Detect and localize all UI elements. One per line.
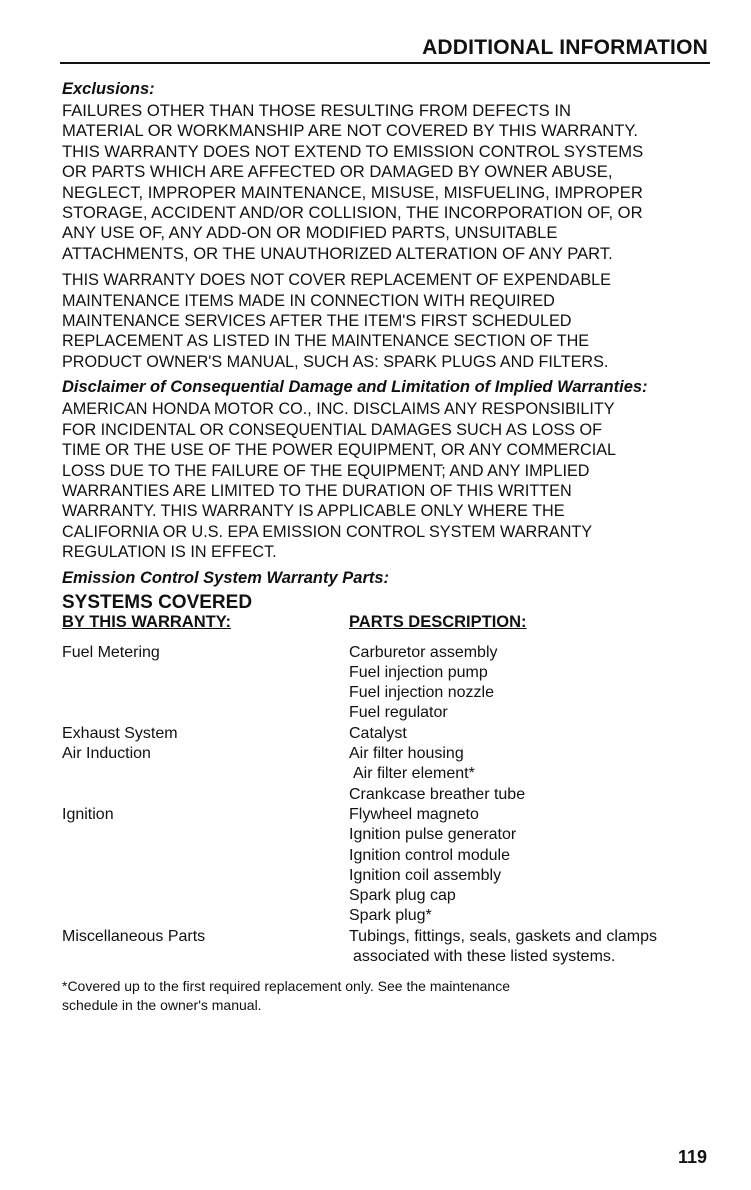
parts-list [349, 805, 712, 927]
part-item: Spark plug cap [349, 887, 456, 905]
part-item: Air filter element* [353, 765, 475, 783]
systems-covered-heading: SYSTEMS COVERED [62, 591, 253, 613]
footnote: *Covered up to the first required replacement only. See the maintenance schedule in the owner's manual. [62, 978, 510, 1014]
part-item: Carburetor assembly [349, 643, 498, 661]
exclusions-heading: Exclusions: [62, 80, 155, 98]
part-item: Fuel regulator [349, 704, 448, 722]
disclaimer-paragraph: AMERICAN HONDA MOTOR CO., INC. DISCLAIMS ANY RESPONSIBILITY FOR INCIDENTAL OR CONSEQUENTIAL DAMAGES SUCH AS LOSS OF TIME OR THE USE OF THE POWER EQUIPMENT, OR ANY COMMERCIAL LOSS DUE TO THE FAILURE OF THE EQUIPMENT; AND ANY IMPLIED WARRANTIES ARE LIMITED TO THE DURATION OF THIS WRITTEN WARRANTY. THIS WARRANTY IS APPLICABLE ONLY WHERE THE CALIFORNIA OR U.S. EPA EMISSION CONTROL SYSTEM WARRANTY REGULATION IS IN EFFECT. [62, 400, 617, 562]
parts-section-heading: Emission Control System Warranty Parts: [62, 568, 390, 587]
system-name: Miscellaneous Parts [62, 927, 206, 945]
part-item: Crankcase breather tube [349, 785, 526, 803]
parts-list [349, 744, 712, 805]
exclusions-paragraph-2: THIS WARRANTY DOES NOT COVER REPLACEMENT OF EXPENDABLE MAINTENANCE ITEMS MADE IN CONNECTION WITH REQUIRED MAINTENANCE SERVICES AFTER THE ITEM'S FIRST SCHEDULED REPLACEMENT AS LISTED IN THE MAINTENANCE SECTION OF THE PRODUCT OWNER'S MANUAL, SUCH AS: SPARK PLUGS AND FILTERS. [62, 271, 611, 371]
column-header-parts: PARTS DESCRIPTION: [349, 612, 527, 631]
part-item: Catalyst [349, 724, 407, 742]
part-item: associated with these listed systems. [353, 947, 616, 965]
part-item: Spark plug* [349, 907, 432, 925]
system-name: Ignition [62, 805, 114, 823]
part-item: Air filter housing [349, 745, 464, 763]
parts-list [349, 927, 712, 968]
page-section-title: ADDITIONAL INFORMATION [422, 36, 708, 59]
parts-table [62, 643, 712, 968]
page-number: 119 [677, 1147, 707, 1167]
table-row [62, 805, 712, 927]
table-row [62, 744, 712, 805]
part-item: Fuel injection pump [349, 663, 488, 681]
part-item: Ignition coil assembly [349, 866, 502, 884]
table-row [62, 643, 712, 724]
part-item: Fuel injection nozzle [349, 684, 494, 702]
parts-table-header [62, 613, 712, 635]
exclusions-paragraph-1: FAILURES OTHER THAN THOSE RESULTING FROM DEFECTS IN MATERIAL OR WORKMANSHIP ARE NOT COVERED BY THIS WARRANTY. THIS WARRANTY DOES NOT EXTEND TO EMISSION CONTROL SYSTEMS OR PARTS WHICH ARE AFFECTED OR DAMAGED BY OWNER ABUSE, NEGLECT, IMPROPER MAINTENANCE, MISUSE, MISFUELING, IMPROPER STORAGE, ACCIDENT AND/OR COLLISION, THE INCORPORATION OF, OR ANY USE OF, ANY ADD-ON OR MODIFIED PARTS, UNSUITABLE ATTACHMENTS, OR THE UNAUTHORIZED ALTERATION OF ANY PART. [62, 101, 644, 263]
table-row [62, 724, 712, 744]
part-item: Ignition pulse generator [349, 826, 517, 844]
disclaimer-heading: Disclaimer of Consequential Damage and Limitation of Implied Warranties: [62, 378, 648, 397]
column-header-systems: BY THIS WARRANTY: [62, 612, 231, 631]
header-divider [60, 62, 710, 64]
page-body [62, 80, 712, 1015]
parts-list [349, 643, 712, 724]
system-name: Fuel Metering [62, 643, 160, 661]
system-name: Air Induction [62, 745, 151, 763]
parts-list [349, 724, 712, 744]
part-item: Ignition control module [349, 846, 510, 864]
part-item: Tubings, fittings, seals, gaskets and clamps [349, 927, 657, 945]
table-row [62, 927, 712, 968]
system-name: Exhaust System [62, 724, 178, 742]
part-item: Flywheel magneto [349, 805, 479, 823]
